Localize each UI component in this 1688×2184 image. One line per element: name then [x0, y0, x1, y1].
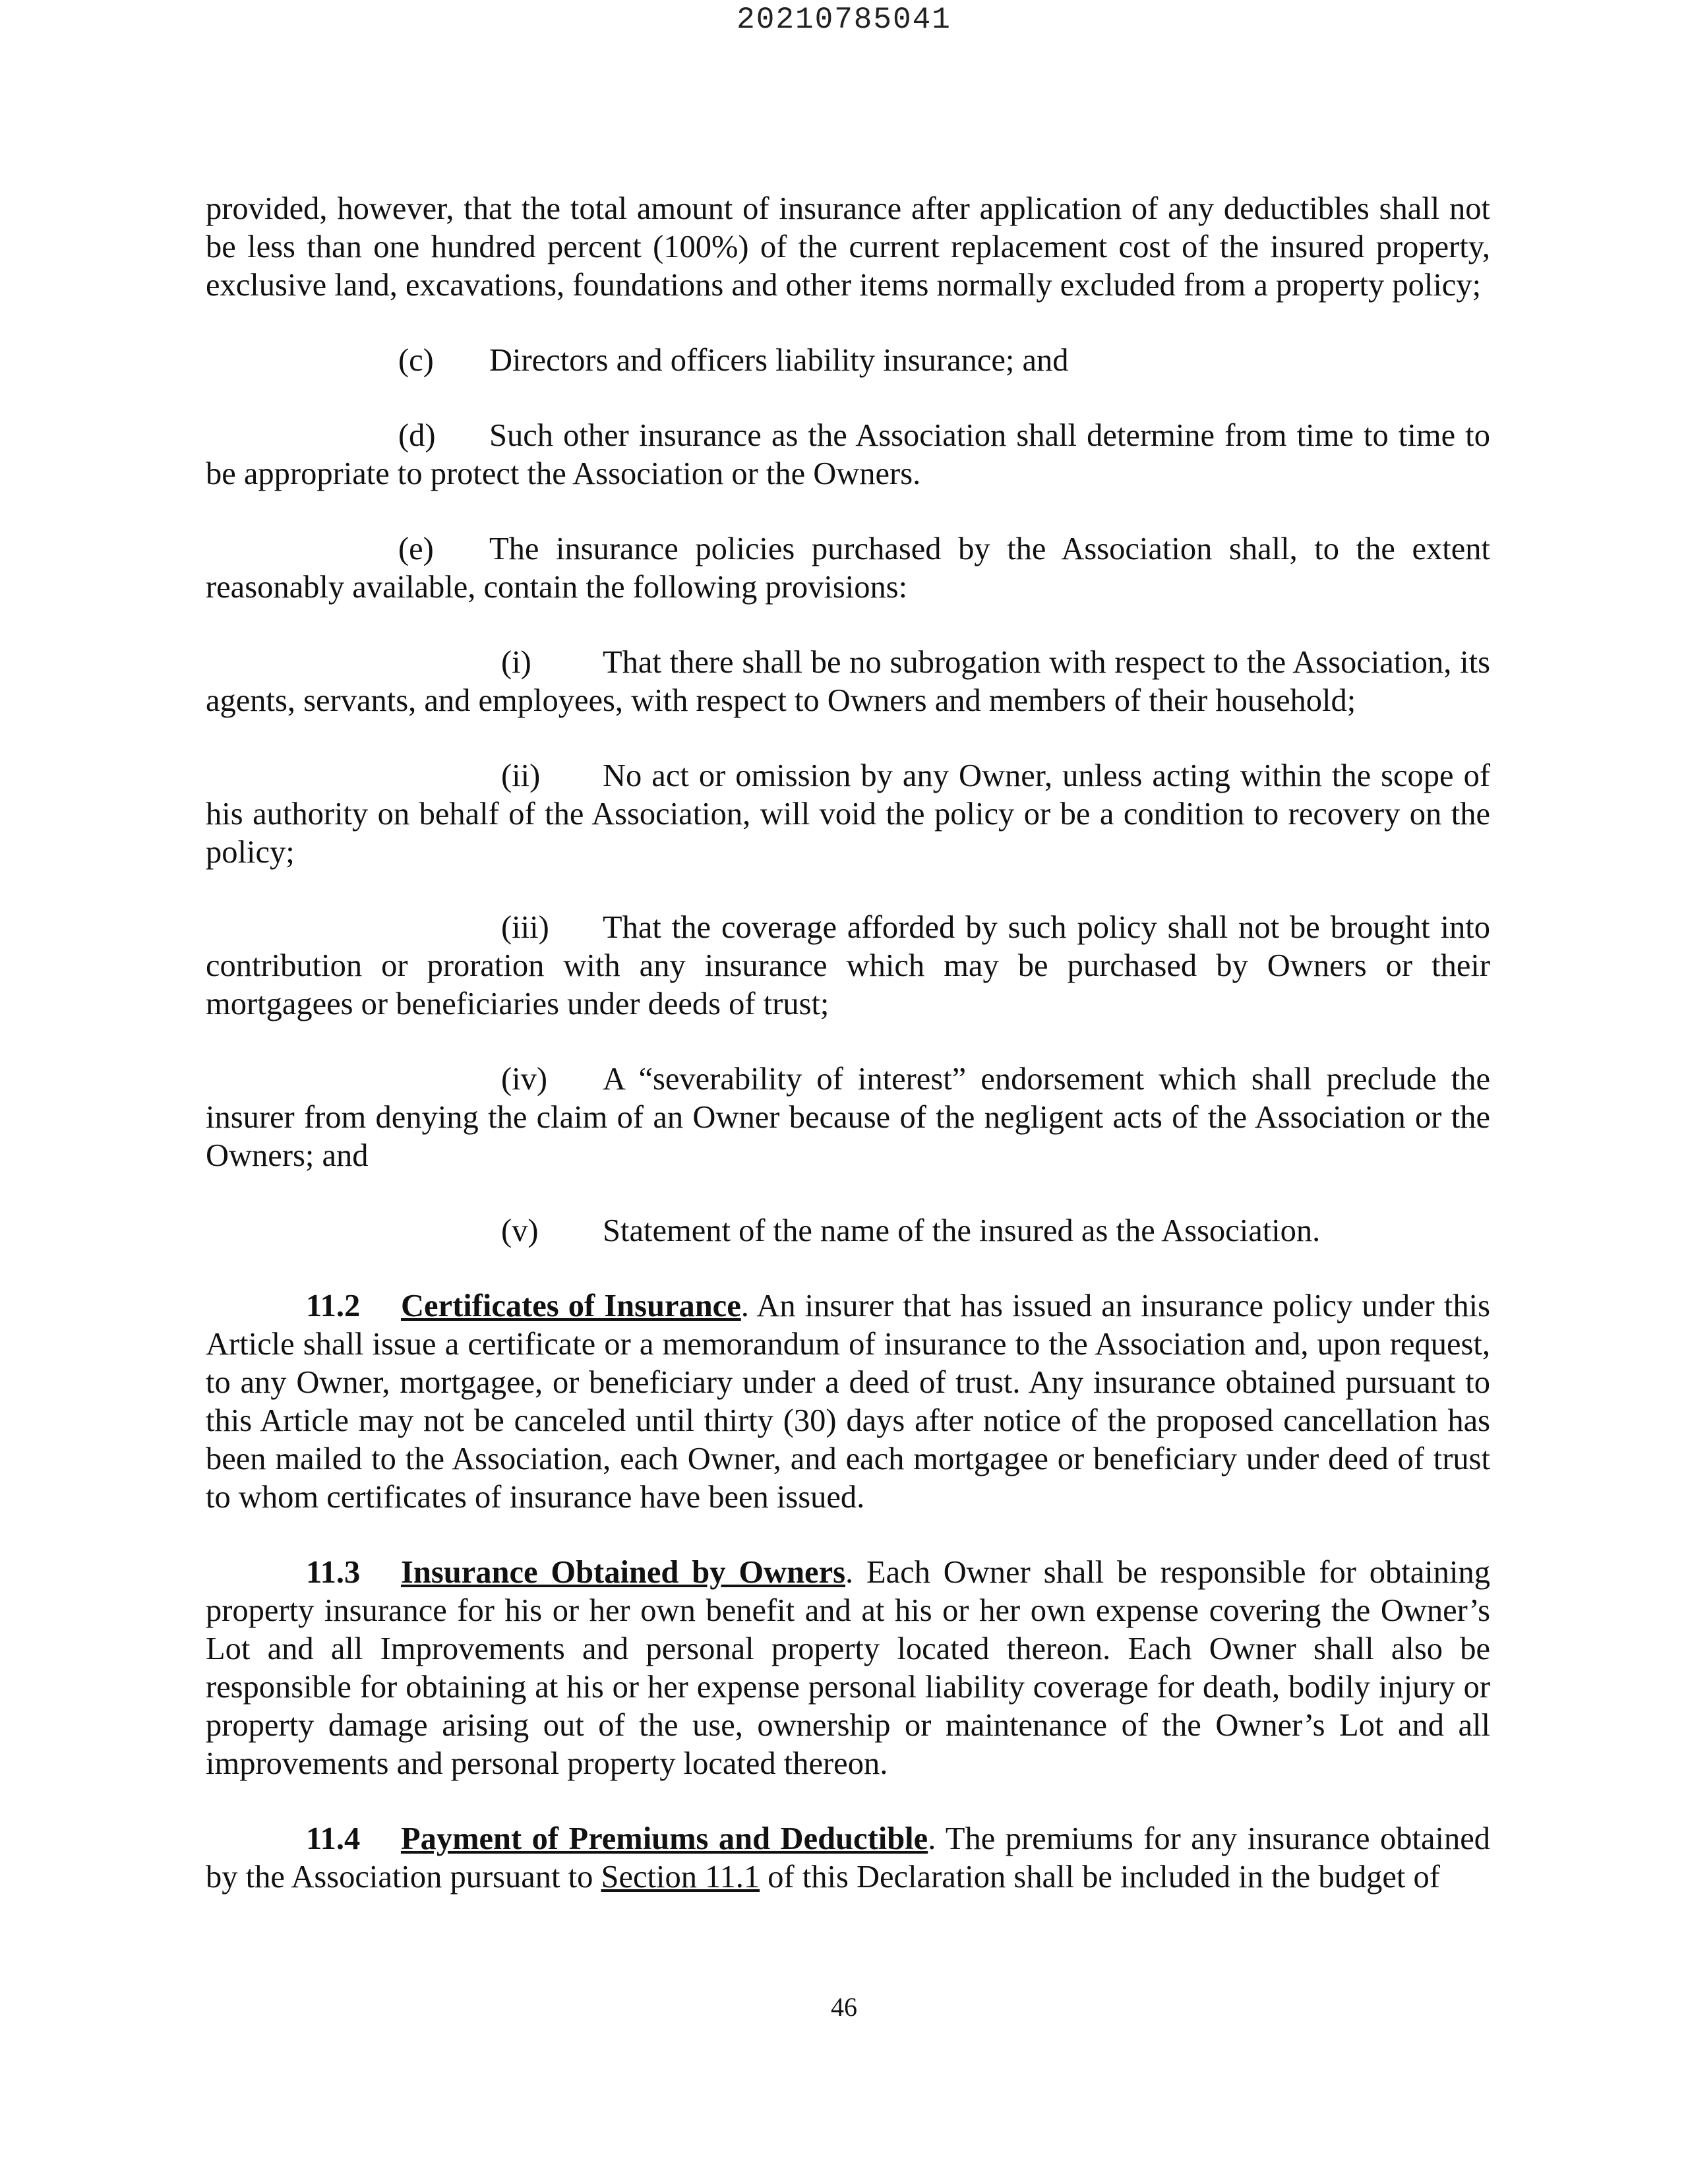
- clause-c: [206, 342, 1490, 380]
- page-number: 46: [831, 1992, 857, 2022]
- clause-text: Such other insurance as the Association shall determine from time to time to be appropriate to protect the Association or the Owners.: [206, 418, 1490, 491]
- document-body: [206, 190, 1490, 1896]
- section-number: 11.3: [306, 1555, 361, 1590]
- section-number: 11.4: [306, 1821, 361, 1856]
- subclause-text: That the coverage afforded by such policy shall not be brought into contribution or proration with any insurance which may be purchased by Owners or their mortgagees or beneficiaries under deeds of trust;: [206, 910, 1490, 1021]
- section-text: . The premiums for any insurance obtained by the Association pursuant to: [206, 1821, 1491, 1895]
- section-11-4: [206, 1820, 1490, 1896]
- section-text: . An insurer that has issued an insurance policy under this Article shall issue a certificate or a memorandum of insurance to the Association and, upon request, to any Owner, mortgagee, or beneficiary under a deed of trust. Any insurance obtained pursuant to this Article may not be canceled until thirty (30) days after notice of the proposed cancellation has been mailed to the Association, each Owner, and each mortgagee or beneficiary under deed of trust to whom certificates of insurance have been issued.: [206, 1289, 1490, 1515]
- section-11-2: [206, 1287, 1490, 1517]
- clause-d: [206, 417, 1490, 493]
- subclause-text: A “severability of interest” endorsement which shall preclude the insurer from denying the claim of an Owner because of the negligent acts of the Association or the Owners; and: [206, 1062, 1490, 1173]
- subclause-iii: [206, 909, 1490, 1023]
- subclause-v: [206, 1212, 1490, 1250]
- clause-marker: (c): [398, 343, 434, 378]
- subclause-ii: [206, 757, 1490, 872]
- intro-paragraph: provided, however, that the total amount of insurance after application of any deductibles shall not be less than one hundred percent (100%) of the current replacement cost of the insured property, exclusive land, excavations, foundations and other items normally excluded from a property policy;: [206, 191, 1490, 303]
- subclause-marker: (v): [501, 1213, 539, 1248]
- subclause-marker: (ii): [501, 758, 541, 793]
- subclause-i: [206, 644, 1490, 720]
- document-number: 20210785041: [737, 3, 951, 37]
- clause-marker: (d): [398, 418, 436, 453]
- section-number: 11.2: [306, 1289, 361, 1323]
- clause-e: [206, 530, 1490, 607]
- clause-text: Directors and officers liability insurance; and: [489, 343, 1069, 378]
- subclause-text: Statement of the name of the insured as the Association.: [603, 1213, 1321, 1248]
- subclause-text: No act or omission by any Owner, unless acting within the scope of his authority on behalf of the Association, will void the policy or be a condition to recovery on the policy;: [206, 758, 1490, 870]
- subclause-text: That there shall be no subrogation with respect to the Association, its agents, servants, and employees, with respect to Owners and members of their household;: [206, 645, 1490, 718]
- section-title: Certificates of Insurance: [401, 1289, 741, 1323]
- clause-marker: (e): [398, 531, 434, 566]
- subclause-iv: [206, 1060, 1490, 1175]
- clause-text: The insurance policies purchased by the Association shall, to the extent reasonably available, contain the following provisions:: [206, 531, 1490, 605]
- section-text: . Each Owner shall be responsible for obtaining property insurance for his or her own benefit and at his or her own expense covering the Owner’s Lot and all Improvements and personal property located thereon. Each Owner shall also be responsible for obtaining at his or her expense personal liability coverage for death, bodily injury or property damage arising out of the use, ownership or maintenance of the Owner’s Lot and all improvements and personal property located thereon.: [206, 1555, 1490, 1781]
- section-11-3: [206, 1554, 1490, 1783]
- section-title: Insurance Obtained by Owners: [401, 1555, 845, 1590]
- section-reference: Section 11.1: [601, 1860, 760, 1895]
- subclause-marker: (iii): [501, 910, 549, 945]
- subclause-marker: (iv): [501, 1062, 548, 1097]
- subclause-marker: (i): [501, 645, 531, 680]
- section-text-continued: of this Declaration shall be included in the budget of: [760, 1860, 1440, 1895]
- section-title: Payment of Premiums and Deductible: [401, 1821, 928, 1856]
